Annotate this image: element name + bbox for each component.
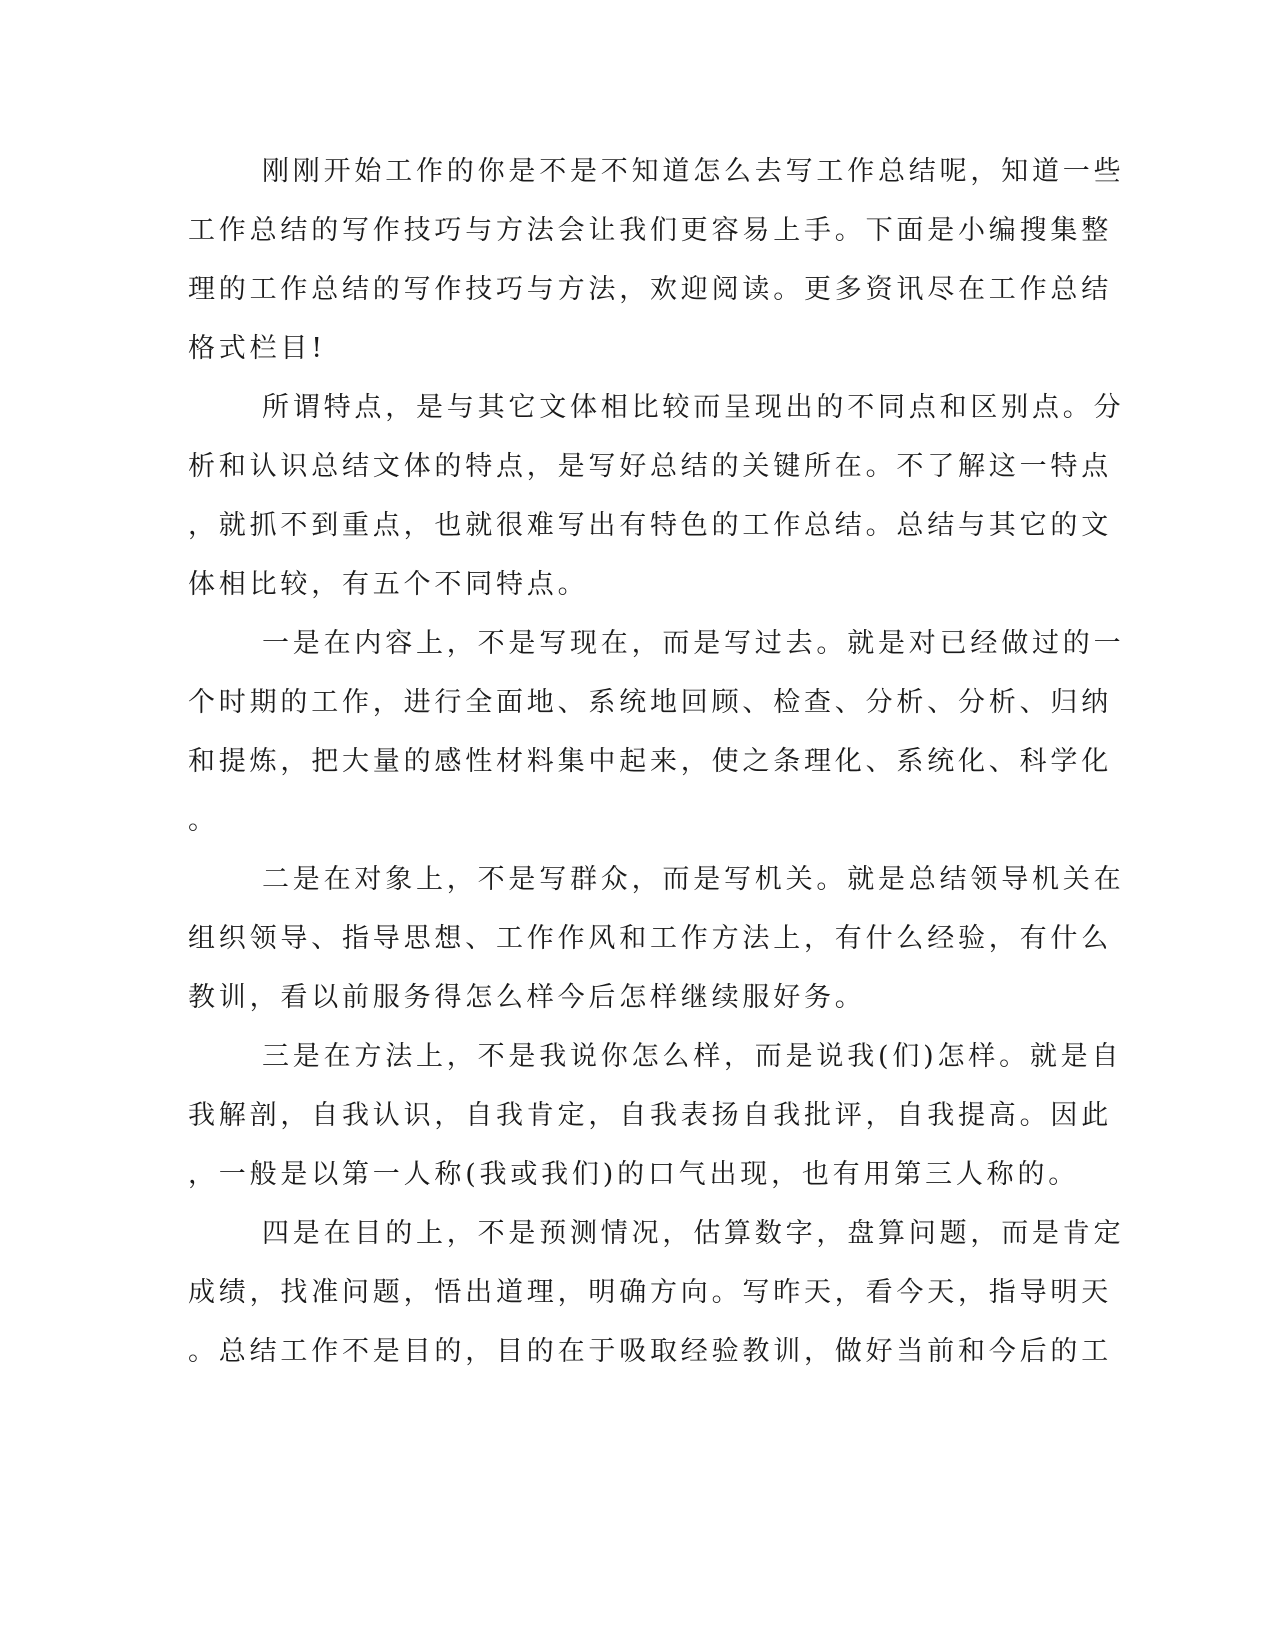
paragraph-1-line-1: 刚刚开始工作的你是不是不知道怎么去写工作总结呢，知道一些 bbox=[262, 156, 1125, 187]
paragraph-6-line-1: 四是在目的上，不是预测情况，估算数字，盘算问题，而是肯定 bbox=[262, 1218, 1125, 1249]
paragraph-2-line-3: ，就抓不到重点，也就很难写出有特色的工作总结。总结与其它的文 bbox=[188, 510, 1112, 541]
paragraph-3-line-1: 一是在内容上，不是写现在，而是写过去。就是对已经做过的一 bbox=[262, 628, 1125, 659]
paragraph-6-line-3: 。总结工作不是目的，目的在于吸取经验教训，做好当前和今后的工 bbox=[188, 1336, 1112, 1367]
paragraph-4-line-1: 二是在对象上，不是写群众，而是写机关。就是总结领导机关在 bbox=[262, 864, 1125, 895]
paragraph-5-line-2: 我解剖，自我认识，自我肯定，自我表扬自我批评，自我提高。因此 bbox=[188, 1100, 1112, 1131]
paragraph-3-line-3: 和提炼，把大量的感性材料集中起来，使之条理化、系统化、科学化 bbox=[188, 746, 1112, 777]
paragraph-2-line-2: 析和认识总结文体的特点，是写好总结的关键所在。不了解这一特点 bbox=[188, 451, 1112, 482]
paragraph-2-line-4: 体相比较，有五个不同特点。 bbox=[188, 569, 589, 600]
paragraph-5-line-1: 三是在方法上，不是我说你怎么样，而是说我(们)怎样。就是自 bbox=[262, 1041, 1123, 1072]
paragraph-1-line-4: 格式栏目! bbox=[188, 333, 326, 364]
paragraph-4-line-2: 组织领导、指导思想、工作作风和工作方法上，有什么经验，有什么 bbox=[188, 923, 1112, 954]
paragraph-1-line-2: 工作总结的写作技巧与方法会让我们更容易上手。下面是小编搜集整 bbox=[188, 215, 1112, 246]
paragraph-1-line-3: 理的工作总结的写作技巧与方法，欢迎阅读。更多资讯尽在工作总结 bbox=[188, 274, 1112, 305]
paragraph-2-line-1: 所谓特点，是与其它文体相比较而呈现出的不同点和区别点。分 bbox=[262, 392, 1125, 423]
paragraph-3-line-2: 个时期的工作，进行全面地、系统地回顾、检查、分析、分析、归纳 bbox=[188, 687, 1112, 718]
paragraph-5-line-3: ，一般是以第一人称(我或我们)的口气出现，也有用第三人称的。 bbox=[188, 1159, 1080, 1190]
paragraph-4-line-3: 教训，看以前服务得怎么样今后怎样继续服好务。 bbox=[188, 982, 866, 1013]
paragraph-3-line-4: 。 bbox=[188, 805, 219, 836]
paragraph-6-line-2: 成绩，找准问题，悟出道理，明确方向。写昨天，看今天，指导明天 bbox=[188, 1277, 1112, 1308]
